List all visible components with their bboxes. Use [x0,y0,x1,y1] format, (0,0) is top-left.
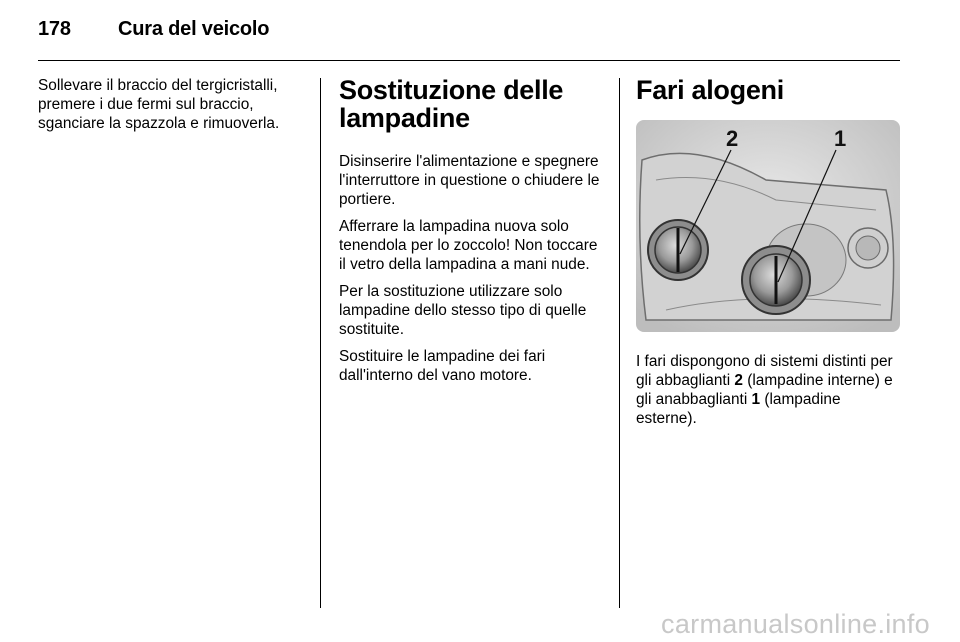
halogen-headlights-heading: Fari alogeni [636,75,784,105]
caption-ref-1: 1 [751,391,761,408]
column-divider-left [320,78,321,608]
body-paragraph: Afferrare la lampadina nuova solo tenendola per lo zoccolo! Non toccare il vetro della lampadina a mani nude. [339,218,598,273]
wiper-instructions-paragraph: Sollevare il braccio del tergicristalli, premere i due fermi sul braccio, sganciare la spazzola e rimuoverla. [38,77,280,132]
caption-text: (lampadine interne) e gli anabbaglianti [636,372,893,408]
column-1 [38,76,308,141]
caption-ref-2: 2 [734,372,743,389]
column-3 [636,76,904,436]
headlight-illustration [636,120,900,332]
watermark: carmanualsonline.info [661,609,930,639]
figure-caption [636,352,904,428]
figure-label-2: 2 [726,126,739,151]
bulb-replacement-heading [339,76,607,132]
housing-component [856,236,880,260]
section-title: Cura del veicolo [118,18,270,40]
page-number: 178 [38,18,71,40]
heading-line-1: Sostituzione delle [339,75,564,105]
heading-line-2: lampadine [339,103,470,133]
column-divider-right [619,78,620,608]
column-2 [339,76,607,393]
body-paragraph: Per la sostituzione utilizzare solo lampadine dello stesso tipo di quelle sostituite. [339,283,587,338]
header-rule [38,60,900,61]
figure-label-1: 1 [834,126,847,151]
body-paragraph: Sostituire le lampadine dei fari dall'interno del vano motore. [339,348,546,384]
caption-text: (lampadine esterne). [636,391,841,427]
page-header [38,18,269,41]
body-paragraph: Disinserire l'alimentazione e spegnere l'interruttore in questione o chiudere le portiere. [339,153,600,208]
caption-text: I fari dispongono di sistemi distinti per gli abbaglianti [636,353,893,389]
